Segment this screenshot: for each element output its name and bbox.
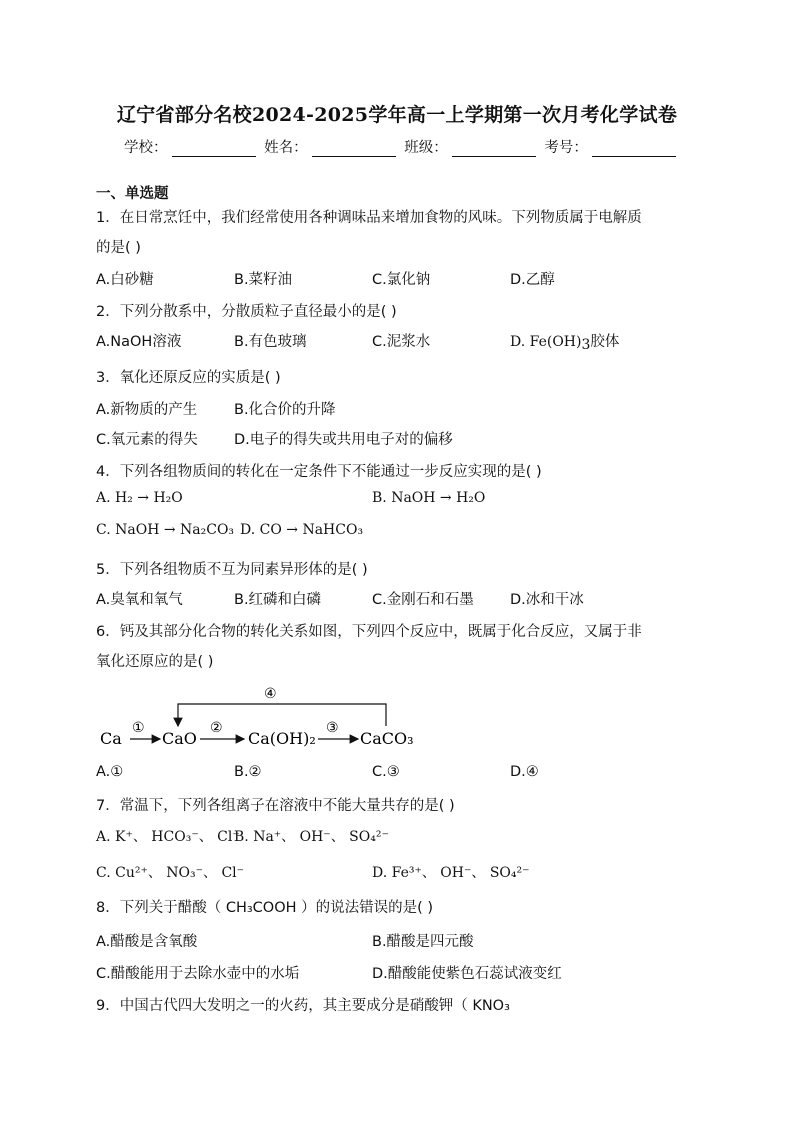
q2-stem: 2．下列分散系中，分散质粒子直径最小的是( ) bbox=[96, 304, 397, 320]
q1-option-d[interactable]: D.乙醇 bbox=[510, 272, 555, 288]
q5-option-b[interactable]: B.红磷和白磷 bbox=[234, 592, 322, 608]
reaction-4-label: ④ bbox=[264, 686, 277, 702]
q4-option-b[interactable]: B. NaOH → H₂O bbox=[372, 490, 486, 506]
q1-stem-line2: 的是( ) bbox=[96, 240, 141, 256]
q1-option-a[interactable]: A.白砂糖 bbox=[96, 272, 154, 288]
school-blank[interactable] bbox=[172, 156, 256, 157]
class-label: 班级： bbox=[404, 140, 448, 156]
q5-option-d[interactable]: D.冰和干冰 bbox=[510, 592, 584, 608]
q7-option-b[interactable]: B. Na⁺、 OH⁻、 SO₄²⁻ bbox=[234, 829, 389, 845]
ca-label: Ca bbox=[100, 729, 122, 748]
q2-option-d-formula: D. Fe(OH) bbox=[510, 334, 582, 350]
q7-option-d[interactable]: D. Fe³⁺、 OH⁻、 SO₄²⁻ bbox=[372, 865, 530, 881]
caoh2-label: Ca(OH)₂ bbox=[248, 729, 316, 748]
q8-stem: 8．下列关于醋酸（ CH₃COOH ）的说法错误的是( ) bbox=[96, 900, 434, 916]
q5-stem: 5．下列各组物质不互为同素异形体的是( ) bbox=[96, 562, 368, 578]
reaction-3-label: ③ bbox=[326, 720, 339, 736]
q6-stem-line2: 氧化还原应的是( ) bbox=[96, 654, 214, 670]
caco3-label: CaCO₃ bbox=[360, 729, 414, 748]
reaction-1-label: ① bbox=[132, 720, 145, 736]
q4-stem: 4．下列各组物质间的转化在一定条件下不能通过一步反应实现的是( ) bbox=[96, 464, 542, 480]
q3-option-a[interactable]: A.新物质的产生 bbox=[96, 402, 198, 418]
q4-option-c[interactable]: C. NaOH → Na₂CO₃ bbox=[96, 522, 235, 538]
q6-option-a[interactable]: A.① bbox=[96, 764, 124, 780]
name-label: 姓名： bbox=[264, 140, 308, 156]
q3-option-b[interactable]: B.化合价的升降 bbox=[234, 402, 336, 418]
name-blank[interactable] bbox=[312, 156, 396, 157]
q8-option-d[interactable]: D.醋酸能使紫色石蕊试液变红 bbox=[372, 966, 562, 982]
q1-stem-line1: 1．在日常烹饪中，我们经常使用各种调味品来增加食物的风味。下列物质属于电解质 bbox=[96, 210, 642, 226]
q8-option-a[interactable]: A.醋酸是含氧酸 bbox=[96, 934, 198, 950]
q2-option-d-suffix: 胶体 bbox=[590, 334, 620, 350]
q5-option-a[interactable]: A.臭氧和氧气 bbox=[96, 592, 183, 608]
section-heading: 一、单选题 bbox=[96, 186, 169, 202]
q2-option-b[interactable]: B.有色玻璃 bbox=[234, 334, 307, 350]
number-blank[interactable] bbox=[592, 156, 676, 157]
class-blank[interactable] bbox=[452, 156, 536, 157]
exam-title: 辽宁省部分名校2024-2025学年高一上学期第一次月考化学试卷 bbox=[116, 104, 678, 126]
q3-stem: 3．氧化还原反应的实质是( ) bbox=[96, 370, 281, 386]
q8-option-c[interactable]: C.醋酸能用于去除水壶中的水垢 bbox=[96, 966, 300, 982]
q8-option-b[interactable]: B.醋酸是四元酸 bbox=[372, 934, 474, 950]
q1-option-b[interactable]: B.菜籽油 bbox=[234, 272, 293, 288]
q1-option-c[interactable]: C.氯化钠 bbox=[372, 272, 431, 288]
q6-option-c[interactable]: C.③ bbox=[372, 764, 400, 780]
q2-option-a[interactable]: A.NaOH溶液 bbox=[96, 334, 182, 350]
q2-option-d[interactable] bbox=[510, 330, 619, 353]
cao-label: CaO bbox=[162, 729, 197, 748]
q7-option-c[interactable]: C. Cu²⁺、 NO₃⁻、 Cl⁻ bbox=[96, 865, 245, 881]
q3-option-d[interactable]: D.电子的得失或共用电子对的偏移 bbox=[234, 432, 453, 448]
q2-option-d-sub: 3 bbox=[581, 337, 591, 353]
q6-option-b[interactable]: B.② bbox=[234, 764, 262, 780]
q6-option-d[interactable]: D.④ bbox=[510, 764, 539, 780]
q4-option-a[interactable]: A. H₂ → H₂O bbox=[96, 490, 183, 506]
q4-option-d[interactable]: D. CO → NaHCO₃ bbox=[240, 522, 364, 538]
reaction-2-label: ② bbox=[210, 720, 223, 736]
student-info-line bbox=[124, 136, 680, 157]
q9-stem: 9．中国古代四大发明之一的火药，其主要成分是硝酸钾（ KNO₃ bbox=[96, 998, 510, 1014]
q7-option-a[interactable]: A. K⁺、 HCO₃⁻、 Cl⁻ bbox=[96, 829, 240, 845]
q2-option-c[interactable]: C.泥浆水 bbox=[372, 334, 431, 350]
number-label: 考号： bbox=[544, 140, 588, 156]
q6-stem-line1: 6．钙及其部分化合物的转化关系如图，下列四个反应中，既属于化合反应，又属于非 bbox=[96, 624, 642, 640]
q3-option-c[interactable]: C.氧元素的得失 bbox=[96, 432, 198, 448]
q5-option-c[interactable]: C.金刚石和石墨 bbox=[372, 592, 474, 608]
q7-stem: 7．常温下，下列各组离子在溶液中不能大量共存的是( ) bbox=[96, 798, 455, 814]
school-label: 学校： bbox=[124, 140, 168, 156]
calcium-conversion-diagram bbox=[96, 680, 436, 760]
